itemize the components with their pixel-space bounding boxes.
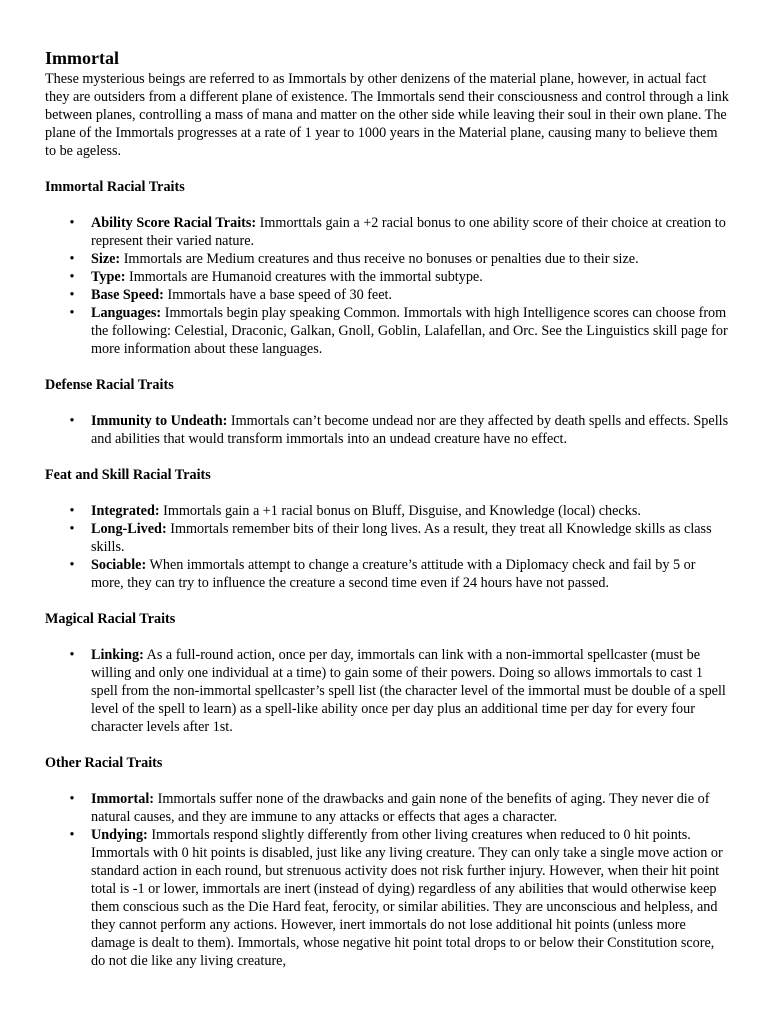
bullet-icon: • [69, 251, 75, 267]
trait-list [45, 412, 730, 448]
trait-item [69, 826, 730, 970]
trait-description: Immortals are Humanoid creatures with the immortal subtype. [125, 269, 483, 285]
trait-item [69, 268, 730, 286]
bullet-icon: • [69, 791, 75, 807]
trait-term: Long-Lived: [91, 521, 167, 537]
spacer [45, 358, 730, 376]
document-content [45, 47, 730, 970]
trait-item [69, 520, 730, 556]
section-heading: Defense Racial Traits [45, 377, 174, 393]
trait-item [69, 556, 730, 592]
trait-term: Base Speed: [91, 287, 164, 303]
sections-container [45, 178, 730, 970]
trait-list [45, 214, 730, 358]
bullet-icon: • [69, 827, 75, 843]
trait-description: When immortals attempt to change a creature’s attitude with a Diplomacy check and fail by 5 or more, they can try to influence the creature a second time even if 24 hours have not passed. [91, 557, 696, 591]
section-heading: Immortal Racial Traits [45, 179, 185, 195]
bullet-icon: • [69, 503, 75, 519]
intro-paragraph: These mysterious beings are referred to as Immortals by other denizens of the material plane, however, in actual fact they are outsiders from a different plane of existence. The Immortals send their consciousness and control through a link between planes, controlling a mass of mana and matter on the other side while leaving their soul in their own plane. The plane of the Immortals progresses at a rate of 1 year to 1000 years in the Material plane, causing many to believe them to be ageless. [45, 71, 729, 159]
trait-description: As a full-round action, once per day, immortals can link with a non-immortal spellcaster (must be willing and only one individual at a time) to gain some of their powers. Doing so allows immortals to cast 1 spell from the non-immortal spellcaster’s spell list (the character level of the immortal must be double of a spell level of the spell to learn) as a spell-like ability once per day plus an additional time per day for every four character levels after 1st. [91, 647, 726, 735]
bullet-icon: • [69, 413, 75, 429]
spacer [45, 448, 730, 466]
trait-term: Immunity to Undeath: [91, 413, 228, 429]
trait-term: Type: [91, 269, 126, 285]
trait-description: Immortals respond slightly differently from other living creatures when reduced to 0 hit points. Immortals with 0 hit points is disabled, just like any living creature. They can only take a single move action or standard action in each round, but strenuous activity does not risk further injury. However, when their hit point total is -1 or lower, immortals are inert (instead of dying) regardless of any abilities that would otherwise keep them conscious such as the Die Hard feat, ferocity, or similar abilities. They are unconscious and helpless, and they cannot perform any actions. However, inert immortals do not lose additional hit points (unless more damage is dealt to them). Immortals, whose negative hit point total drops to or below their Constitution score, do not die like any living creature, [91, 827, 723, 969]
spacer [45, 484, 730, 502]
trait-item [69, 502, 730, 520]
trait-term: Size: [91, 251, 121, 267]
bullet-icon: • [69, 557, 75, 573]
trait-item [69, 304, 730, 358]
trait-item [69, 646, 730, 736]
trait-term: Sociable: [91, 557, 147, 573]
trait-item [69, 286, 730, 304]
trait-list [45, 790, 730, 970]
trait-term: Ability Score Racial Traits: [91, 215, 257, 231]
trait-description: Immortals can’t become undead nor are they affected by death spells and effects. Spells and abilities that would transform immortals into an undead creature have no effect. [91, 413, 729, 447]
trait-term: Integrated: [91, 503, 160, 519]
section-heading: Magical Racial Traits [45, 611, 176, 627]
spacer [45, 160, 730, 178]
spacer [45, 736, 730, 754]
trait-term: Immortal: [91, 791, 155, 807]
trait-term: Languages: [91, 305, 162, 321]
bullet-icon: • [69, 521, 75, 537]
trait-list [45, 502, 730, 592]
trait-description: Immortals have a base speed of 30 feet. [163, 287, 393, 303]
bullet-icon: • [69, 269, 75, 285]
spacer [45, 592, 730, 610]
section-heading: Feat and Skill Racial Traits [45, 467, 211, 483]
trait-item [69, 250, 730, 268]
trait-description: Immortals are Medium creatures and thus receive no bonuses or penalties due to their size. [120, 251, 639, 267]
bullet-icon: • [69, 305, 75, 321]
bullet-icon: • [69, 647, 75, 663]
spacer [45, 196, 730, 214]
section-heading: Other Racial Traits [45, 755, 163, 771]
trait-description: Immortals gain a +1 racial bonus on Bluff, Disguise, and Knowledge (local) checks. [159, 503, 641, 519]
trait-item [69, 790, 730, 826]
spacer [45, 772, 730, 790]
trait-description: Immortals suffer none of the drawbacks and gain none of the benefits of aging. They never die of natural causes, and they are immune to any attacks or effects that ages a character. [91, 791, 710, 825]
trait-description: Immortals remember bits of their long lives. As a result, they treat all Knowledge skills as class skills. [91, 521, 712, 555]
trait-description: Immorttals gain a +2 racial bonus to one ability score of their choice at creation to represent their varied nature. [91, 215, 726, 249]
trait-term: Undying: [91, 827, 148, 843]
bullet-icon: • [69, 215, 75, 231]
bullet-icon: • [69, 287, 75, 303]
trait-term: Linking: [91, 647, 144, 663]
trait-list [45, 646, 730, 736]
spacer [45, 628, 730, 646]
trait-item [69, 214, 730, 250]
spacer [45, 394, 730, 412]
page-title: Immortal [45, 48, 119, 68]
trait-item [69, 412, 730, 448]
trait-description: Immortals begin play speaking Common. Immortals with high Intelligence scores can choose from the following: Celestial, Draconic, Galkan, Gnoll, Goblin, Lalafellan, and Orc. See the Linguistics skill page for more information about these languages. [91, 305, 728, 357]
